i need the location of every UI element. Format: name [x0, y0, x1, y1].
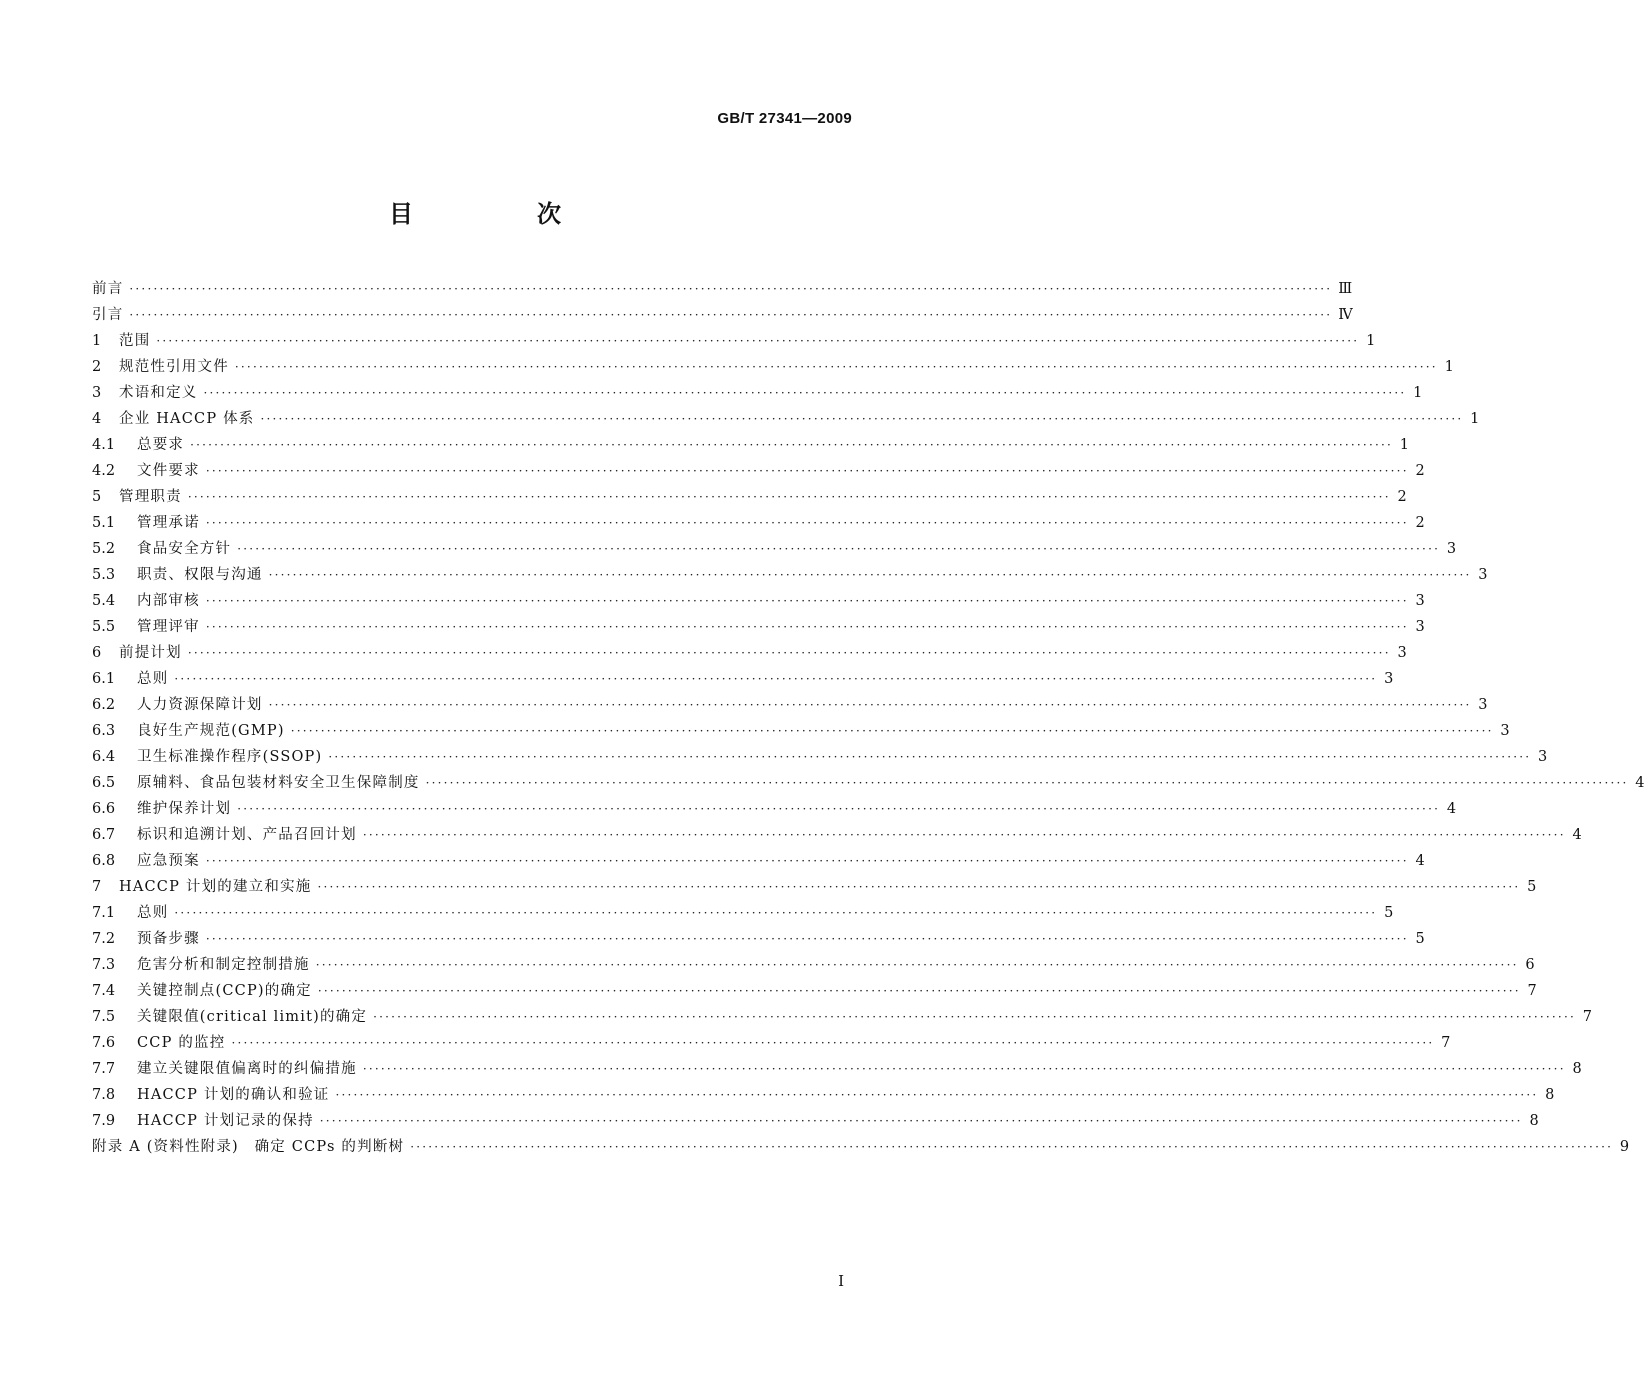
toc-entry-number: 6.2 — [92, 697, 116, 713]
toc-entry-label: 食品安全方针 — [137, 541, 232, 557]
toc-entry-number: 7 — [92, 879, 102, 895]
toc-entry-page: 2 — [1397, 489, 1407, 505]
toc-leader-dots: ········································································································································································································ — [205, 464, 1409, 478]
toc-entry-number: 6.4 — [92, 749, 116, 765]
toc-entry[interactable] — [92, 615, 1425, 641]
toc-entry-label: 术语和定义 — [119, 385, 198, 401]
toc-entry-number: 7.4 — [92, 983, 116, 999]
toc-entry-number: 6.6 — [92, 801, 116, 817]
toc-entry[interactable] — [92, 1005, 1592, 1031]
toc-leader-dots: ········································································································································································································ — [237, 802, 1441, 816]
toc-leader-dots: ········································································································································································································ — [319, 1114, 1523, 1128]
toc-entry-page: 3 — [1446, 541, 1457, 557]
toc-entry-page: 5 — [1415, 931, 1425, 947]
toc-entry-label: 前提计划 — [119, 645, 182, 661]
toc-entry-label: 规范性引用文件 — [119, 359, 229, 375]
toc-entry-label: 内部审核 — [137, 593, 200, 609]
toc-entry-page: 9 — [1619, 1139, 1630, 1155]
toc-entry-page: 4 — [1635, 775, 1645, 791]
toc-leader-dots: ········································································································································································································ — [129, 308, 1333, 322]
toc-entry-page: 4 — [1415, 853, 1425, 869]
toc-entry-page: 7 — [1441, 1035, 1451, 1051]
toc-entry-page: 3 — [1397, 645, 1407, 661]
toc-entry[interactable] — [92, 459, 1425, 485]
toc-entry-page: 3 — [1478, 567, 1488, 583]
toc-entry-label: 良好生产规范(GMP) — [137, 723, 285, 739]
toc-entry-number: 7.1 — [92, 905, 116, 921]
toc-entry-number: 5.5 — [92, 619, 116, 635]
toc-entry-page: 8 — [1572, 1061, 1582, 1077]
toc-entry-page: 1 — [1366, 333, 1376, 349]
toc-entry[interactable] — [92, 823, 1582, 849]
toc-entry-number: 5.4 — [92, 593, 116, 609]
toc-entry[interactable] — [92, 407, 1480, 433]
toc-entry-label: 企业 HACCP 体系 — [119, 411, 255, 427]
toc-entry-page: 7 — [1527, 983, 1537, 999]
toc-leader-dots: ········································································································································································································ — [156, 334, 1360, 348]
toc-entry[interactable] — [92, 511, 1425, 537]
toc-entry[interactable] — [92, 355, 1454, 381]
toc-entry[interactable] — [92, 953, 1535, 979]
toc-entry-page: 3 — [1538, 749, 1548, 765]
page-number: I — [838, 1272, 844, 1290]
toc-leader-dots: ········································································································································································································ — [260, 412, 1464, 426]
toc-leader-dots: ········································································································································································································ — [362, 1062, 1566, 1076]
toc-entry[interactable] — [92, 563, 1488, 589]
toc-entry-label: HACCP 计划的建立和实施 — [119, 879, 312, 895]
toc-entry-label: 总则 — [137, 671, 169, 687]
toc-entry-page: 2 — [1415, 515, 1425, 531]
toc-entry-number: 4.2 — [92, 463, 116, 479]
toc-leader-dots: ········································································································································································································ — [234, 360, 1438, 374]
toc-entry[interactable] — [92, 667, 1394, 693]
toc-entry-label: 卫生标准操作程序(SSOP) — [137, 749, 323, 765]
toc-entry-number: 6 — [92, 645, 102, 661]
toc-entry-number: 7.7 — [92, 1061, 116, 1077]
toc-entry-label: 预备步骤 — [137, 931, 200, 947]
toc-leader-dots: ········································································································································································································ — [205, 620, 1409, 634]
toc-entry-label: 管理承诺 — [137, 515, 200, 531]
toc-entry[interactable] — [92, 381, 1423, 407]
toc-entry-page: 8 — [1545, 1087, 1555, 1103]
toc-entry-page: 4 — [1446, 801, 1457, 817]
toc-entry-number: 6.3 — [92, 723, 116, 739]
toc-entry-number: 6.5 — [92, 775, 116, 791]
toc-entry-page: 1 — [1470, 411, 1480, 427]
toc-leader-dots: ········································································································································································································ — [237, 542, 1441, 556]
toc-leader-dots: ········································································································································································································ — [205, 516, 1409, 530]
toc-entry-number: 7.6 — [92, 1035, 116, 1051]
toc-entry-number: 5.2 — [92, 541, 116, 557]
toc-leader-dots: ········································································································································································································ — [410, 1140, 1614, 1154]
toc-entry[interactable] — [92, 771, 1645, 797]
toc-entry-label: 应急预案 — [137, 853, 200, 869]
toc-leader-dots: ········································································································································································································ — [205, 594, 1409, 608]
toc-entry[interactable] — [92, 849, 1425, 875]
toc-entry-page: 3 — [1384, 671, 1394, 687]
toc-entry-number: 5.1 — [92, 515, 116, 531]
toc-entry-number: 6.8 — [92, 853, 116, 869]
toc-entry[interactable] — [92, 485, 1407, 511]
toc-entry-label: 原辅料、食品包装材料安全卫生保障制度 — [137, 775, 420, 791]
toc-leader-dots: ········································································································································································································ — [373, 1010, 1576, 1024]
toc-entry-label: 人力资源保障计划 — [137, 697, 263, 713]
toc-entry-number: 5 — [92, 489, 102, 505]
toc-entry-label: 管理职责 — [119, 489, 182, 505]
toc-entry[interactable] — [92, 719, 1510, 745]
toc-leader-dots: ········································································································································································································ — [317, 880, 1521, 894]
toc-entry-number: 7.3 — [92, 957, 116, 973]
toc-entry-number: 2 — [92, 359, 102, 375]
toc-entry-number: 4.1 — [92, 437, 116, 453]
toc-entry-label: 关键限值(critical limit)的确定 — [137, 1009, 368, 1025]
toc-entry-label: 维护保养计划 — [137, 801, 232, 817]
toc-leader-dots: ········································································································································································································ — [174, 672, 1378, 686]
toc-entry-label: 标识和追溯计划、产品召回计划 — [137, 827, 357, 843]
toc-entry[interactable] — [92, 277, 1353, 303]
toc-entry-label: 关键控制点(CCP)的确定 — [137, 983, 312, 999]
toc-entry[interactable] — [92, 693, 1488, 719]
toc-entry[interactable] — [92, 641, 1407, 667]
toc-entry[interactable] — [92, 537, 1457, 563]
toc-entry-page: 6 — [1525, 957, 1535, 973]
toc-entry-label: 职责、权限与沟通 — [137, 567, 263, 583]
toc-entry[interactable] — [92, 1109, 1539, 1135]
toc-entry[interactable] — [92, 329, 1376, 355]
toc-entry-label: 总要求 — [137, 437, 185, 453]
toc-leader-dots: ········································································································································································································ — [190, 438, 1393, 452]
toc-leader-dots: ········································································································································································································ — [174, 906, 1378, 920]
toc-leader-dots: ········································································································································································································ — [205, 932, 1409, 946]
toc-entry-label: 危害分析和制定控制措施 — [137, 957, 310, 973]
toc-entry[interactable] — [92, 797, 1457, 823]
toc-entry-page: Ⅲ — [1338, 281, 1353, 297]
toc-entry-number: 7.8 — [92, 1087, 116, 1103]
toc-entry[interactable] — [92, 1057, 1582, 1083]
toc-entry-label: 引言 — [92, 307, 124, 323]
toc-leader-dots: ········································································································································································································ — [205, 854, 1409, 868]
toc-entry-page: 1 — [1399, 437, 1409, 453]
toc-entry-page: 5 — [1384, 905, 1394, 921]
toc-entry-number: 3 — [92, 385, 102, 401]
toc-entry[interactable] — [92, 303, 1353, 329]
toc-entry-number: 7.9 — [92, 1113, 116, 1129]
toc-entry-label: HACCP 计划记录的保持 — [137, 1113, 314, 1129]
toc-leader-dots: ········································································································································································································ — [425, 776, 1629, 790]
toc-entry[interactable] — [92, 875, 1537, 901]
toc-entry-label: 管理评审 — [137, 619, 200, 635]
toc-entry-page: 7 — [1582, 1009, 1592, 1025]
toc-entry-label: 附录 A (资料性附录) 确定 CCPs 的判断树 — [92, 1139, 405, 1155]
toc-leader-dots: ········································································································································································································ — [290, 724, 1494, 738]
toc-entry[interactable] — [92, 1031, 1451, 1057]
toc-leader-dots: ········································································································································································································ — [187, 490, 1391, 504]
toc-entry[interactable] — [92, 979, 1537, 1005]
toc-entry[interactable] — [92, 589, 1425, 615]
page-title: 目 次 — [389, 200, 611, 228]
toc-leader-dots: ········································································································································································································ — [335, 1088, 1539, 1102]
toc-entry-page: 3 — [1500, 723, 1510, 739]
toc-leader-dots: ········································································································································································································ — [328, 750, 1532, 764]
toc-entry-number: 7.5 — [92, 1009, 116, 1025]
standard-code: GB/T 27341—2009 — [717, 110, 852, 127]
toc-entry[interactable] — [92, 1135, 1630, 1161]
toc-entry-page: 4 — [1572, 827, 1582, 843]
toc-entry-label: 前言 — [92, 281, 124, 297]
toc-leader-dots: ········································································································································································································ — [129, 282, 1333, 296]
toc-entry[interactable] — [92, 901, 1394, 927]
toc-entry[interactable] — [92, 433, 1409, 459]
toc-entry-page: 1 — [1444, 359, 1454, 375]
toc-entry-number: 5.3 — [92, 567, 116, 583]
toc-entry-label: 文件要求 — [137, 463, 200, 479]
toc-entry-label: 范围 — [119, 333, 151, 349]
table-of-contents — [92, 277, 1645, 1161]
toc-entry-label: HACCP 计划的确认和验证 — [137, 1087, 330, 1103]
toc-leader-dots: ········································································································································································································ — [203, 386, 1407, 400]
toc-leader-dots: ········································································································································································································ — [268, 698, 1472, 712]
toc-entry-label: 建立关键限值偏离时的纠偏措施 — [137, 1061, 357, 1077]
toc-entry-page: 5 — [1527, 879, 1537, 895]
toc-entry-page: 3 — [1415, 619, 1425, 635]
toc-leader-dots: ········································································································································································································ — [231, 1036, 1435, 1050]
toc-entry-number: 6.1 — [92, 671, 116, 687]
toc-entry-page: 2 — [1415, 463, 1425, 479]
toc-entry[interactable] — [92, 745, 1548, 771]
toc-entry-number: 7.2 — [92, 931, 116, 947]
toc-entry-page: Ⅳ — [1338, 307, 1353, 323]
toc-entry-number: 6.7 — [92, 827, 116, 843]
toc-entry-label: 总则 — [137, 905, 169, 921]
toc-entry[interactable] — [92, 1083, 1555, 1109]
toc-entry-number: 4 — [92, 411, 102, 427]
toc-leader-dots: ········································································································································································································ — [315, 958, 1519, 972]
toc-leader-dots: ········································································································································································································ — [362, 828, 1566, 842]
toc-entry-page: 3 — [1478, 697, 1488, 713]
toc-leader-dots: ········································································································································································································ — [317, 984, 1521, 998]
toc-entry-number: 1 — [92, 333, 102, 349]
toc-entry-page: 8 — [1529, 1113, 1539, 1129]
toc-entry[interactable] — [92, 927, 1425, 953]
toc-leader-dots: ········································································································································································································ — [187, 646, 1391, 660]
toc-entry-label: CCP 的监控 — [137, 1035, 226, 1051]
toc-leader-dots: ········································································································································································································ — [268, 568, 1472, 582]
toc-entry-page: 3 — [1415, 593, 1425, 609]
toc-entry-page: 1 — [1413, 385, 1423, 401]
